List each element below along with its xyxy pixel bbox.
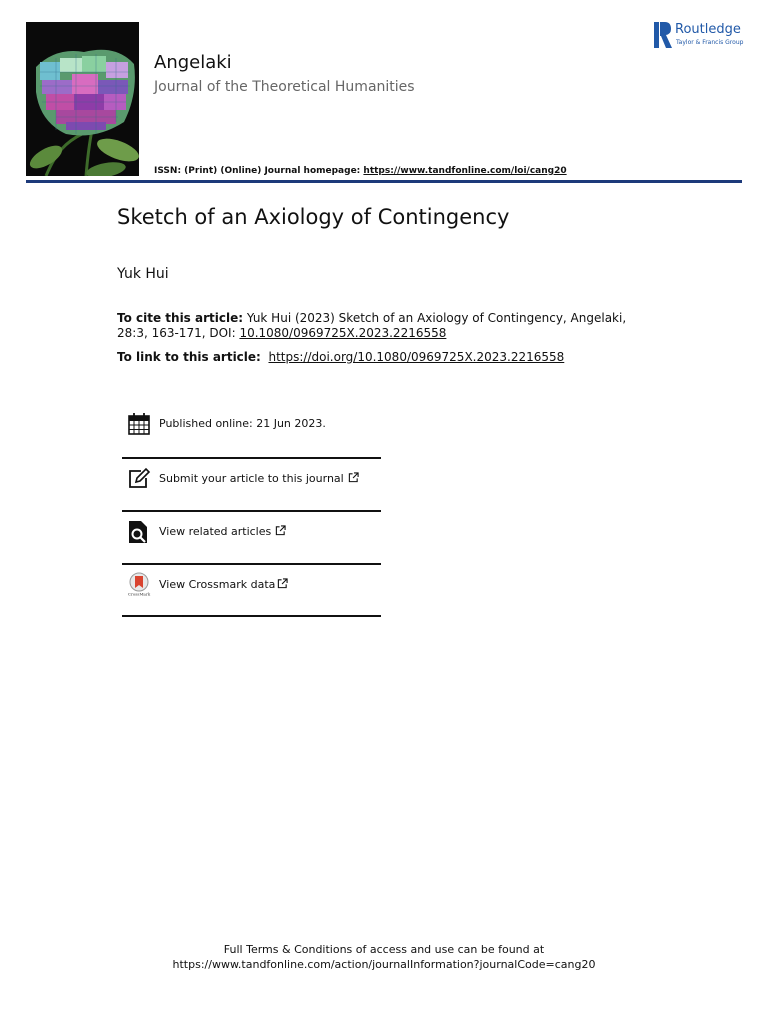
crossmark-row[interactable] bbox=[122, 559, 381, 612]
submit-article-link[interactable] bbox=[159, 472, 359, 485]
routledge-logo-icon bbox=[654, 22, 672, 48]
submit-article-row[interactable] bbox=[122, 453, 381, 506]
footer-terms-text: Full Terms & Conditions of access and use can be found at bbox=[223, 943, 545, 956]
citation bbox=[117, 311, 627, 341]
crossmark-link[interactable] bbox=[159, 578, 288, 591]
footer-terms-url[interactable]: https://www.tandfonline.com/action/journalInformation?journalCode=cang20 bbox=[172, 958, 596, 971]
journal-cover-image bbox=[26, 22, 139, 176]
journal-homepage-link[interactable]: https://www.tandfonline.com/loi/cang20 bbox=[363, 166, 567, 176]
document-search-icon bbox=[127, 520, 151, 544]
external-link-icon bbox=[275, 525, 286, 536]
crossmark-text: View Crossmark data bbox=[159, 578, 276, 591]
cite-text: Yuk Hui (2023) Sketch of an Axiology of Contingency, Angelaki, 28:3, 163-171, DOI: bbox=[117, 311, 627, 340]
header-divider bbox=[26, 180, 742, 183]
link-label: To link to this article: bbox=[117, 350, 261, 364]
cite-doi-link[interactable]: 10.1080/0969725X.2023.2216558 bbox=[239, 326, 447, 340]
logo-subtitle: Taylor & Francis Group bbox=[676, 39, 744, 46]
doi-link[interactable]: https://doi.org/10.1080/0969725X.2023.2216558 bbox=[268, 350, 565, 364]
edit-icon bbox=[127, 467, 151, 491]
crossmark-icon bbox=[127, 572, 151, 596]
journal-name: Angelaki bbox=[154, 52, 232, 73]
published-online-text: Published online: 21 Jun 2023. bbox=[159, 417, 326, 430]
logo-name: Routledge bbox=[675, 22, 741, 37]
published-online-row bbox=[122, 398, 381, 451]
submit-article-text: Submit your article to this journal bbox=[159, 472, 344, 485]
issn-line bbox=[154, 166, 567, 176]
issn-text: ISSN: (Print) (Online) Journal homepage: bbox=[154, 166, 364, 176]
cite-label: To cite this article: bbox=[117, 311, 244, 325]
journal-subtitle: Journal of the Theoretical Humanities bbox=[154, 79, 415, 95]
article-title: Sketch of an Axiology of Contingency bbox=[117, 205, 510, 229]
routledge-logo bbox=[654, 22, 754, 50]
related-articles-link[interactable] bbox=[159, 525, 286, 538]
article-link bbox=[117, 350, 564, 364]
related-articles-text: View related articles bbox=[159, 525, 272, 538]
external-link-icon bbox=[277, 578, 288, 589]
related-articles-row[interactable] bbox=[122, 506, 381, 559]
article-author: Yuk Hui bbox=[117, 266, 169, 282]
calendar-icon bbox=[127, 412, 151, 436]
info-divider bbox=[122, 615, 381, 617]
external-link-icon bbox=[348, 472, 359, 483]
footer bbox=[0, 942, 768, 972]
crossmark-caption: CrossMark bbox=[127, 591, 151, 596]
